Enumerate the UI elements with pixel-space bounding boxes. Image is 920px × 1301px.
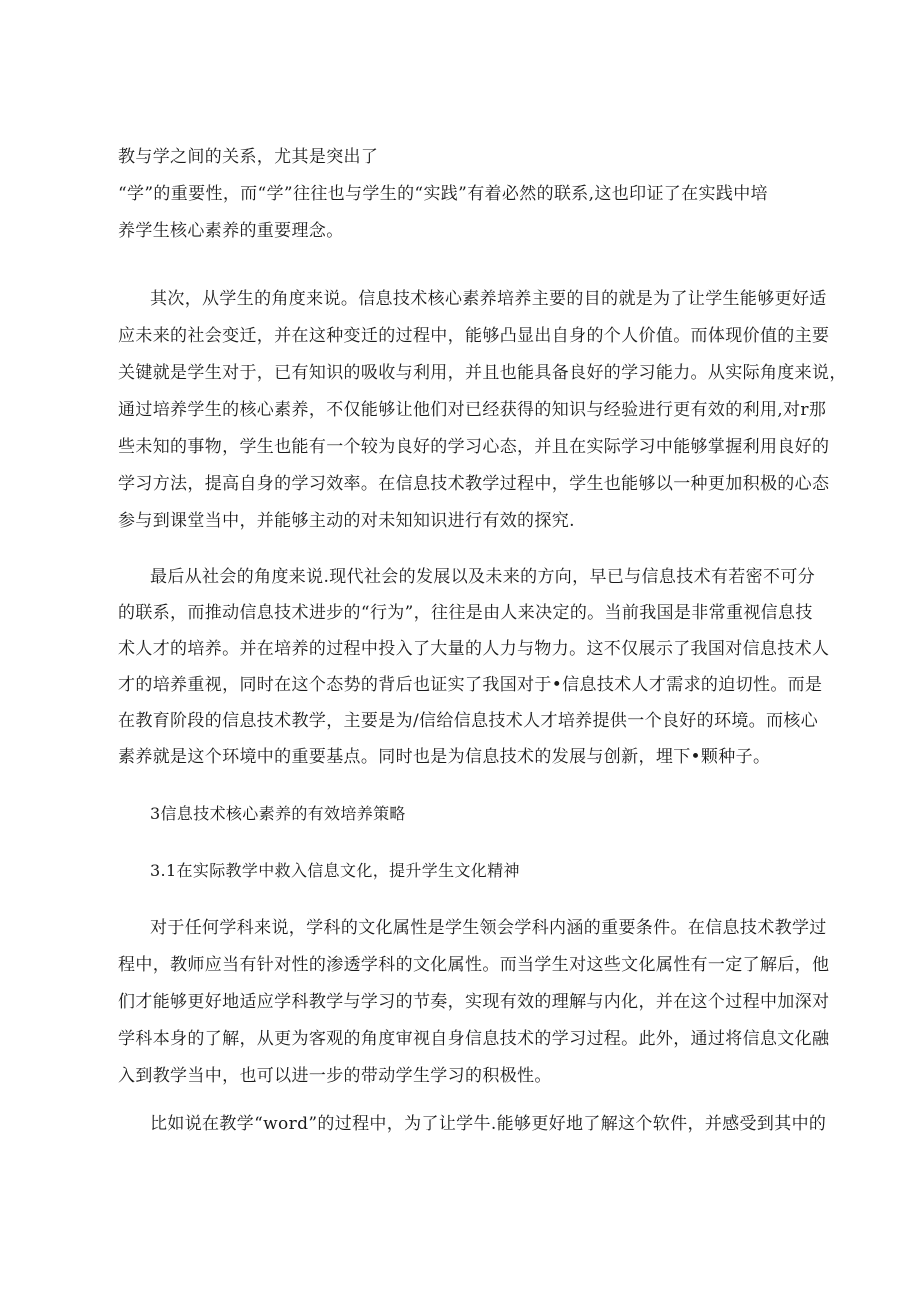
student-para-line-4: 通过培养学生的核心素养，不仅能够让他们对已经获得的知识与经验进行更有效的利用,对r那	[118, 400, 827, 420]
culture-para-line-1: 对于任何学科来说，学科的文化属性是学生领会学科内涵的重要条件。在信息技术教学过	[150, 918, 827, 938]
word-para-line-1: 比如说在教学“word”的过程中，为了让学牛.能够更好地了解这个软件，并感受到其中的	[150, 1114, 827, 1134]
culture-para-line-4: 学科本身的了解，从更为客观的角度审视自身信息技术的学习过程。此外，通过将信息文化融	[118, 1029, 830, 1049]
student-para-line-3: 关键就是学生对于，已有知识的吸收与利用，并且也能具备良好的学习能力。从实际角度来说，	[118, 363, 847, 383]
culture-para-line-5: 入到教学当中，也可以进一步的带动学生学习的积极性。	[118, 1066, 552, 1086]
intro-line-2: “学”的重要性，而“学”往往也与学生的“实践”有着必然的联系,这也印证了在实践中培	[118, 184, 768, 204]
student-para-line-2: 应未来的社会变迁，并在这种变迁的过程中，能够凸显出自身的个人价值。而体现价值的主要	[118, 326, 830, 346]
section-heading-3-1: 3.1在实际教学中救入信息文化，提升学生文化精神	[150, 861, 520, 880]
society-para-line-4: 才的培养重视，同时在这个态势的背后也证实了我国对于•信息技术人才需求的迫切性。而是	[118, 675, 823, 695]
student-para-line-1: 其次，从学生的角度来说。信息技术核心素养培养主要的目的就是为了让学生能够更好适	[150, 289, 827, 309]
intro-line-1: 教与学之间的关系，尤其是突出了	[118, 147, 379, 167]
student-para-line-6: 学习方法，提高自身的学习效率。在信息技术教学过程中，学生也能够以一种更加积极的心态	[118, 474, 830, 494]
culture-para-line-3: 们才能够更好地适应学科教学与学习的节奏，实现有效的理解与内化，并在这个过程中加深对	[118, 992, 830, 1012]
society-para-line-3: 术人才的培养。并在培养的过程中投入了大量的人力与物力。这不仅展示了我国对信息技术人	[118, 639, 830, 659]
society-para-line-1: 最后从社会的角度来说.现代社会的发展以及未来的方向，早已与信息技术有若密不可分	[150, 567, 816, 587]
intro-line-3: 养学生核心素养的重要理念。	[118, 221, 344, 241]
society-para-line-6: 素养就是这个环境中的重要基点。同时也是为信息技术的发展与创新，埋下•颗种子。	[118, 747, 771, 767]
society-para-line-2: 的联系，而推动信息技术进步的“行为”，往往是由人来决定的。当前我国是非常重视信息技	[118, 603, 813, 623]
student-para-line-5: 些未知的事物，学生也能有一个较为良好的学习心态，并且在实际学习中能够掌握利用良好的	[118, 437, 830, 457]
society-para-line-5: 在教育阶段的信息技术教学，主要是为/信给信息技术人才培养提供一个良好的环境。而核心	[118, 711, 819, 731]
section-heading-3: 3信息技术核心素养的有效培养策略	[150, 804, 406, 823]
culture-para-line-2: 程中，教师应当有针对性的渗透学科的文化属性。而当学生对这些文化属性有一定了解后，他	[118, 955, 830, 975]
student-para-line-7: 参与到课堂当中，并能够主动的对未知知识进行有效的探究.	[118, 511, 575, 531]
